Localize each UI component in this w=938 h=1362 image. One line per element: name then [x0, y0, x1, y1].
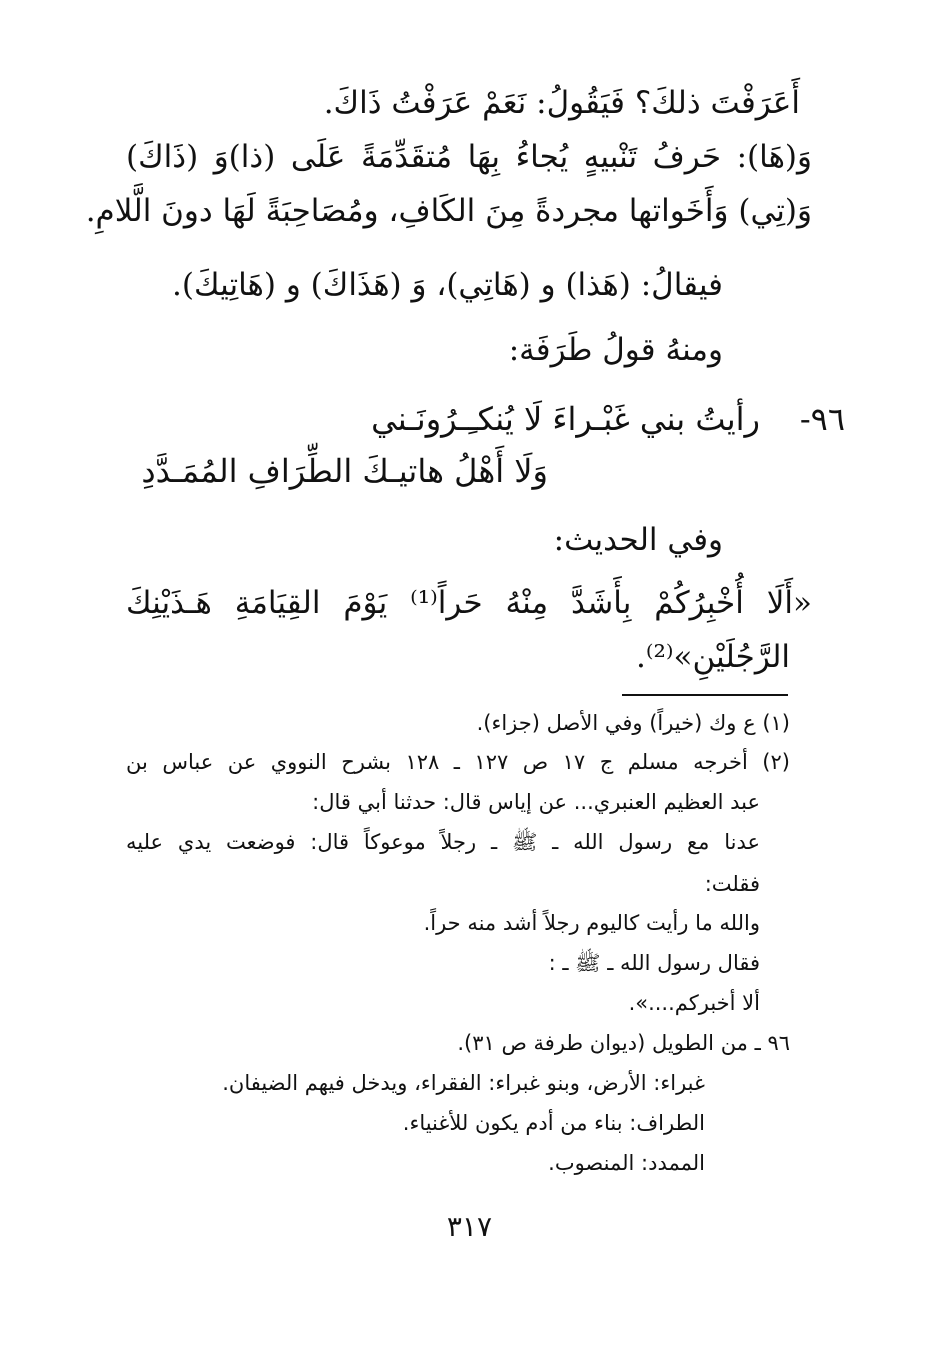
verse-number: ٩٦-	[799, 400, 845, 438]
footnote-2-line-6: فقال رسول الله ـ ﷺ ـ :	[548, 951, 760, 975]
body-line-4: فيقالُ: (هَذا) و (هَاتِي)، وَ (هَذَاكَ) و (هَاتِيكَ).	[172, 267, 723, 303]
body-line-3: وَ(تِي) وَأَخَواتها مجردةً مِنَ الكَافِ، ومُصَاحِبَةً لَهَا دونَ الَّلامِ.	[85, 193, 812, 229]
footnote-3-line-4: الممدد: المنصوب.	[548, 1151, 705, 1175]
page-number: ٣١٧	[446, 1210, 492, 1243]
footnote-2-line-5: والله ما رأيت كاليوم رجلاً أشد منه حراً.	[423, 911, 760, 935]
footnote-3-line-3: الطراف: بناء من أدم يكون للأغنياء.	[402, 1111, 705, 1135]
body-line-2: وَ(هَا): حَرفُ تَنْبيهٍ يُجاءُ بِهَا مُتقَدِّمَةً عَلَى (ذا)وَ (ذَاكَ)	[126, 139, 812, 175]
hadith-line-1: «أَلَا أُخْبِرُكُمْ بِأَشَدَّ مِنْهُ حَراً⁽¹⁾ يَوْمَ القِيَامَةِ هَـذَيْنِكَ	[126, 585, 812, 621]
footnote-1: (١) ع وك (خيراً) وفي الأصل (جزاء).	[476, 711, 790, 735]
hadith-intro: وفي الحديث:	[553, 522, 723, 558]
footnote-2-line-1: (٢) أخرجه مسلم ج ١٧ ص ١٢٧ ـ ١٢٨ بشرح النووي عن عباس بن	[126, 750, 790, 774]
footnote-separator	[622, 694, 788, 696]
body-line-5: ومنهُ قولُ طَرَفَة:	[508, 332, 723, 368]
verse-hemistich-2: وَلَا أَهْلُ هاتيـكَ الطِّرَافِ المُمَـدَّدِ	[141, 452, 548, 490]
footnote-2-line-2: عبد العظيم العنبري... عن إياس قال: حدثنا أبي قال:	[312, 790, 760, 814]
footnote-2-line-4: فقلت:	[704, 872, 760, 896]
hadith-line-2: الرَّجُلَيْنِ»⁽²⁾.	[635, 639, 790, 675]
footnote-3-line-1: ٩٦ ـ من الطويل (ديوان طرفة ص ٣١).	[457, 1031, 790, 1055]
footnote-2-line-7: ألا أخبركم....».	[628, 991, 760, 1015]
verse-hemistich-1: رأيتُ بني غَبْـراءَ لَا يُنكـِـرُونَـني	[371, 400, 760, 438]
footnote-3-line-2: غبراء: الأرض، وبنو غبراء: الفقراء، ويدخل فيهم الضيفان.	[222, 1071, 705, 1095]
body-line-1: أَعَرَفْتَ ذلكَ؟ فَيَقُولُ: نَعَمْ عَرَفْتُ ذَاكَ.	[323, 85, 800, 121]
footnote-2-line-3: عدنا مع رسول الله ـ ﷺ ـ رجلاً موعوكاً قال: فوضعت يدي عليه	[126, 830, 760, 854]
